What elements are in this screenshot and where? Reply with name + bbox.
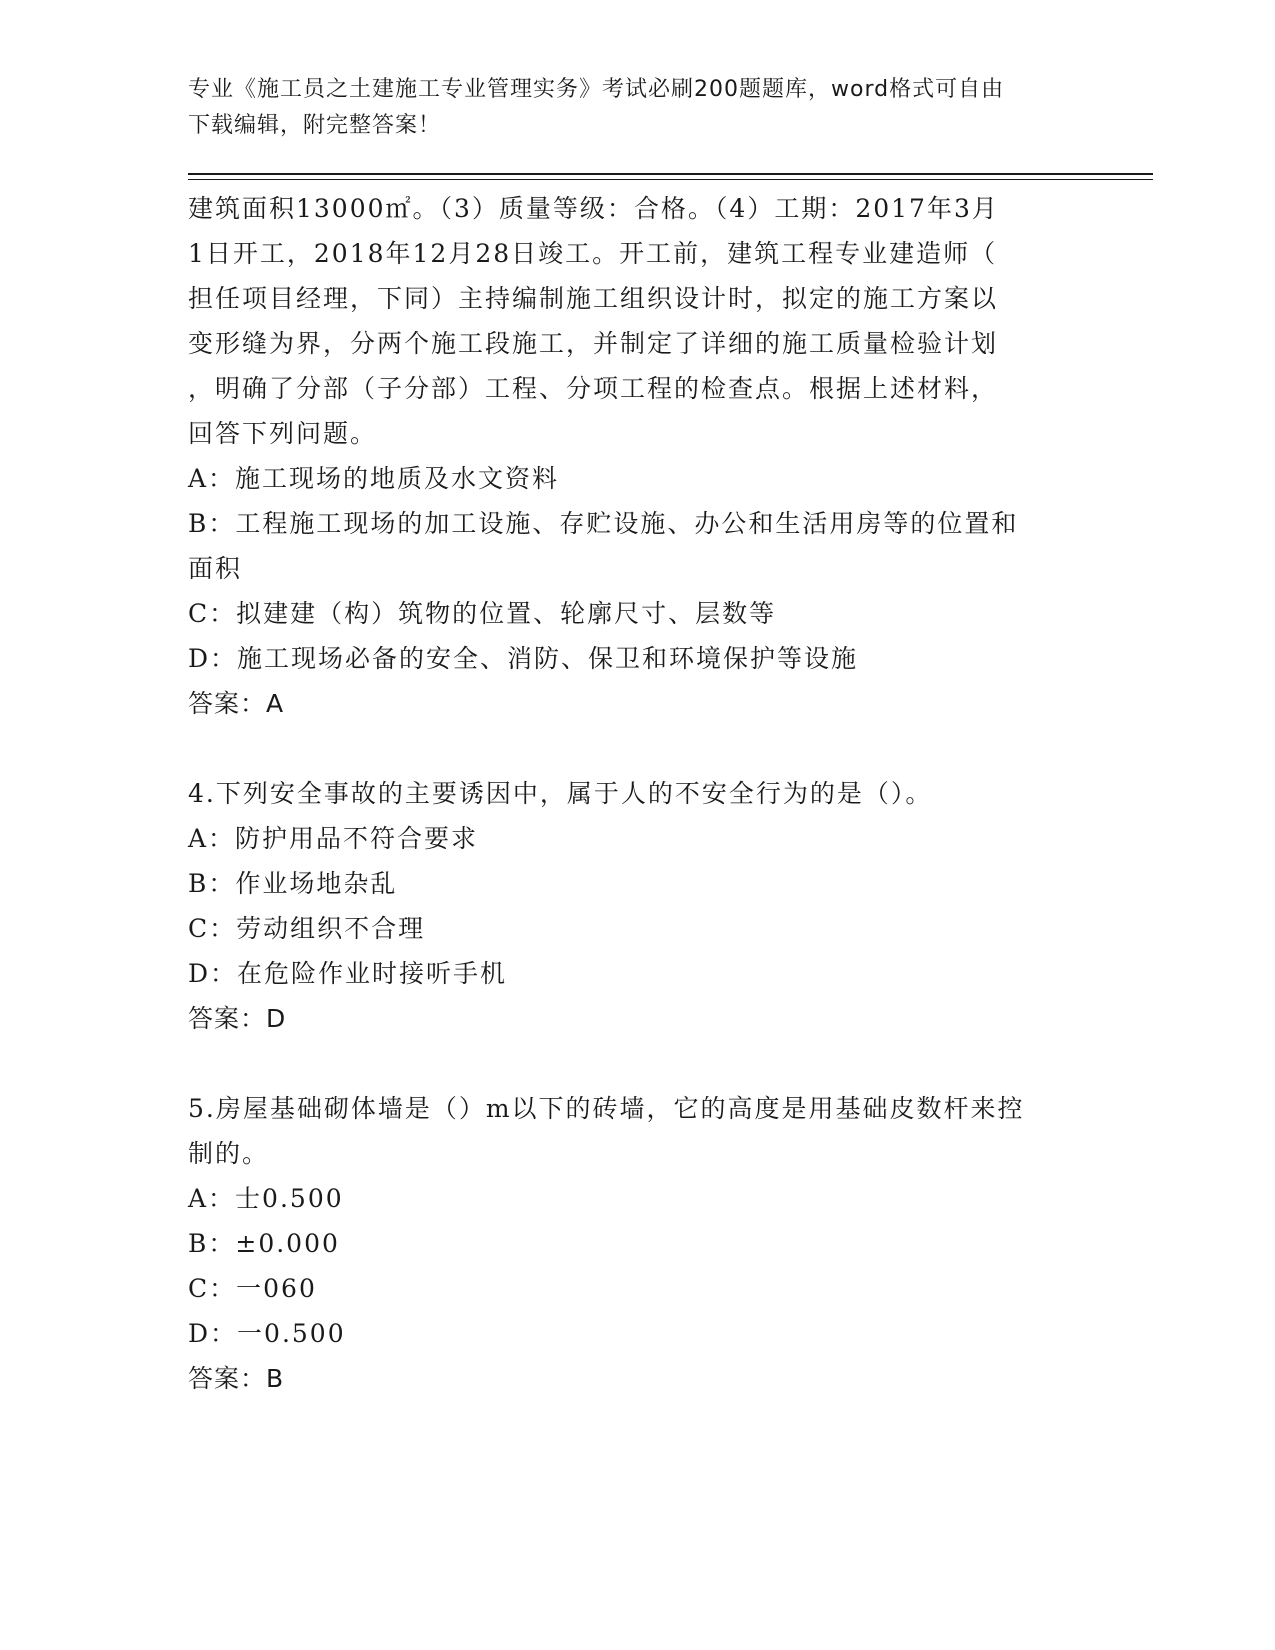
question-5-text-line: 5.房屋基础砌体墙是（）m以下的砖墙，它的高度是用基础皮数杆来控 [188,1094,1025,1123]
question-3-option-c: C：拟建建（构）筑物的位置、轮廓尺寸、层数等 [188,599,777,628]
question-4-option-c: C：劳动组织不合理 [188,914,426,943]
question-5-text-line: 制的。 [188,1139,270,1168]
page-header [188,72,1068,144]
question-3-option-d: D：施工现场必备的安全、消防、保卫和环境保护等设施 [188,644,859,673]
header-title-line-1: 专业《施工员之土建施工专业管理实务》考试必刷200题题库，word格式可自由 [188,77,1005,102]
question-5-answer: 答案：B [188,1364,285,1393]
question-4-answer: 答案：D [188,1004,287,1033]
question-3-option-b-continued: 面积 [188,554,243,583]
question-4-text: 4.下列安全事故的主要诱因中，属于人的不安全行为的是（）。 [188,779,933,808]
question-3-option-a: A：施工现场的地质及水文资料 [188,464,560,493]
header-title-line-2: 下载编辑，附完整答案！ [188,113,442,138]
question-3-text-line: 1日开工，2018年12月28日竣工。开工前，建筑工程专业建造师（ [188,239,998,268]
question-3-answer: 答案：A [188,689,285,718]
question-4-block [188,771,1108,1041]
question-3-text-line: 回答下列问题。 [188,419,378,448]
spacer [188,1041,1108,1086]
header-divider-thick [188,173,1153,175]
question-5-option-d: D：一0.500 [188,1319,346,1348]
question-5-option-a: A：士0.500 [188,1184,344,1213]
header-divider-thin [188,179,1153,180]
question-3-block [188,186,1108,726]
question-4-option-d: D：在危险作业时接听手机 [188,959,508,988]
question-4-option-a: A：防护用品不符合要求 [188,824,479,853]
question-3-text-line: ，明确了分部（子分部）工程、分项工程的检查点。根据上述材料， [188,374,999,403]
question-5-block [188,1086,1108,1401]
question-3-option-b: B：工程施工现场的加工设施、存贮设施、办公和生活用房等的位置和 [188,509,1019,538]
question-5-option-c: C：一060 [188,1274,317,1303]
question-5-option-b: B：±0.000 [188,1229,340,1258]
question-3-text-line: 建筑面积13000㎡。（3）质量等级：合格。（4）工期：2017年3月 [188,194,999,223]
question-3-text-line: 变形缝为界，分两个施工段施工，并制定了详细的施工质量检验计划 [188,329,999,358]
question-3-text-line: 担任项目经理，下同）主持编制施工组织设计时，拟定的施工方案以 [188,284,999,313]
question-4-option-b: B：作业场地杂乱 [188,869,398,898]
document-body [188,186,1108,1401]
spacer [188,726,1108,771]
